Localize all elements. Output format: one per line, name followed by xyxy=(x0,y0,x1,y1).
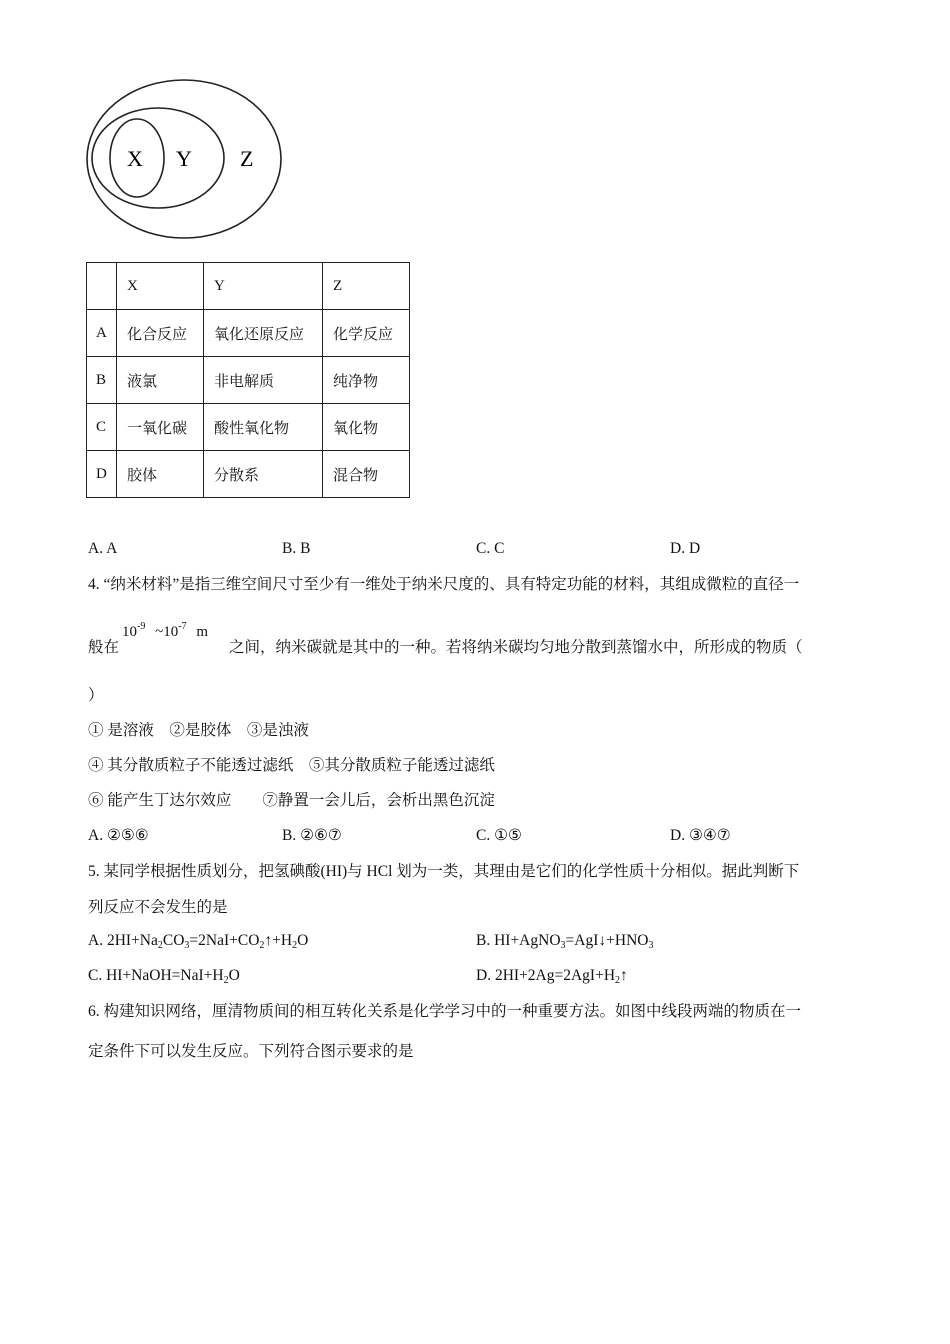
table-row xyxy=(87,310,410,357)
formula-sub: 2 xyxy=(292,940,298,951)
table-row xyxy=(87,357,410,404)
table-cell: 氧化物 xyxy=(323,404,410,451)
q4-option-b[interactable]: B. ②⑥⑦ xyxy=(282,827,342,844)
q3-option-b[interactable]: B. B xyxy=(282,540,311,557)
q4-items-1: ① 是溶液 ②是胶体 ③是浊液 xyxy=(88,722,309,739)
q4-stem-line1: 4. “纳米材料”是指三维空间尺寸至少有一维处于纳米尺度的、具有特定功能的材料，其组成微粒的直径一 xyxy=(88,576,800,593)
table-cell: A xyxy=(87,310,117,357)
sci-unit: m xyxy=(196,624,208,640)
q3-option-d[interactable]: D. D xyxy=(670,540,701,557)
venn-y-label: Y xyxy=(176,146,192,171)
formula-part: CO xyxy=(162,932,185,949)
table-cell: 分散系 xyxy=(204,451,323,498)
sci-base-a: 10 xyxy=(122,624,137,640)
formula-part: ↑ xyxy=(620,967,628,984)
table-cell: 一氧化碳 xyxy=(117,404,204,451)
formula-sub: 2 xyxy=(157,940,163,951)
table-cell: 化合反应 xyxy=(117,310,204,357)
table-cell: 胶体 xyxy=(117,451,204,498)
q5-stem-line1: 5. 某同学根据性质划分，把氢碘酸(HI)与 HCl 划为一类，其理由是它们的化学性质十分相似。据此判断下 xyxy=(88,863,800,880)
q6-stem-line1: 6. 构建知识网络，厘清物质间的相互转化关系是化学学习中的一种重要方法。如图中线段两端的物质在一 xyxy=(88,1003,802,1020)
table-cell xyxy=(87,263,117,310)
table-header-z: Z xyxy=(323,263,410,310)
q5-option-b[interactable] xyxy=(476,932,653,950)
formula-part: C. HI+NaOH=NaI+H xyxy=(88,967,224,984)
table-header-x: X xyxy=(117,263,204,310)
q5-option-d[interactable] xyxy=(476,967,628,985)
q4-stem-line3: ） xyxy=(88,687,104,704)
q3-option-c[interactable]: C. C xyxy=(476,540,505,557)
table-cell: 氧化还原反应 xyxy=(204,310,323,357)
formula-part: =AgI↓+HNO xyxy=(565,932,649,949)
formula-part: A. 2HI+Na xyxy=(88,932,158,949)
formula-part: D. 2HI+2Ag=2AgI+H xyxy=(476,967,616,984)
table-cell: D xyxy=(87,451,117,498)
formula-sub: 2 xyxy=(259,940,265,951)
table-cell: 混合物 xyxy=(323,451,410,498)
formula-part: =2NaI+CO xyxy=(189,932,260,949)
venn-y-ellipse xyxy=(92,108,224,208)
formula-part: B. HI+AgNO xyxy=(476,932,561,949)
q3-option-a[interactable]: A. A xyxy=(88,540,118,557)
table-cell: C xyxy=(87,404,117,451)
table-cell: 液氯 xyxy=(117,357,204,404)
q5-option-c[interactable] xyxy=(88,967,240,985)
formula-sub: 3 xyxy=(184,940,190,951)
q4-stem-line2-post: 之间，纳米碳就是其中的一种。若将纳米碳均匀地分散到蒸馏水中，所形成的物质（ xyxy=(229,639,803,656)
table-header-row xyxy=(87,263,410,310)
table-cell: 化学反应 xyxy=(323,310,410,357)
table-cell: 非电解质 xyxy=(204,357,323,404)
table-cell: 纯净物 xyxy=(323,357,410,404)
q4-items-3: ⑥ 能产生丁达尔效应 ⑦静置一会儿后，会析出黑色沉淀 xyxy=(88,792,495,809)
sci-exp-a: -9 xyxy=(137,621,146,632)
venn-z-label: Z xyxy=(240,146,254,171)
formula-sub: 3 xyxy=(648,940,654,951)
formula-sub: 2 xyxy=(615,975,621,986)
table-cell: 酸性氧化物 xyxy=(204,404,323,451)
q5-option-a[interactable] xyxy=(88,932,308,950)
formula-part: O xyxy=(228,967,240,984)
q4-option-c[interactable]: C. ①⑤ xyxy=(476,827,522,844)
q6-stem-line2: 定条件下可以发生反应。下列符合图示要求的是 xyxy=(88,1043,414,1060)
sci-exp-b: -7 xyxy=(178,621,187,632)
q4-items-2: ④ 其分散质粒子不能透过滤纸 ⑤其分散质粒子能透过滤纸 xyxy=(88,757,495,774)
venn-x-label: X xyxy=(127,146,143,171)
formula-sub: 2 xyxy=(223,975,229,986)
formula-part: ↑+H xyxy=(264,932,293,949)
venn-diagram xyxy=(86,78,286,242)
table-cell: B xyxy=(87,357,117,404)
table-header-y: Y xyxy=(204,263,323,310)
formula-sub: 3 xyxy=(560,940,566,951)
table-row xyxy=(87,404,410,451)
q4-option-d[interactable]: D. ③④⑦ xyxy=(670,827,731,844)
q4-option-a[interactable]: A. ②⑤⑥ xyxy=(88,827,149,844)
q5-stem-line2: 列反应不会发生的是 xyxy=(88,899,228,916)
sci-tilde-base-b: ~10 xyxy=(155,624,179,640)
q4-size-range xyxy=(122,621,208,641)
classification-table xyxy=(86,262,410,498)
table-row xyxy=(87,451,410,498)
formula-part: O xyxy=(297,932,309,949)
q4-stem-line2-pre: 般在 xyxy=(88,639,120,656)
